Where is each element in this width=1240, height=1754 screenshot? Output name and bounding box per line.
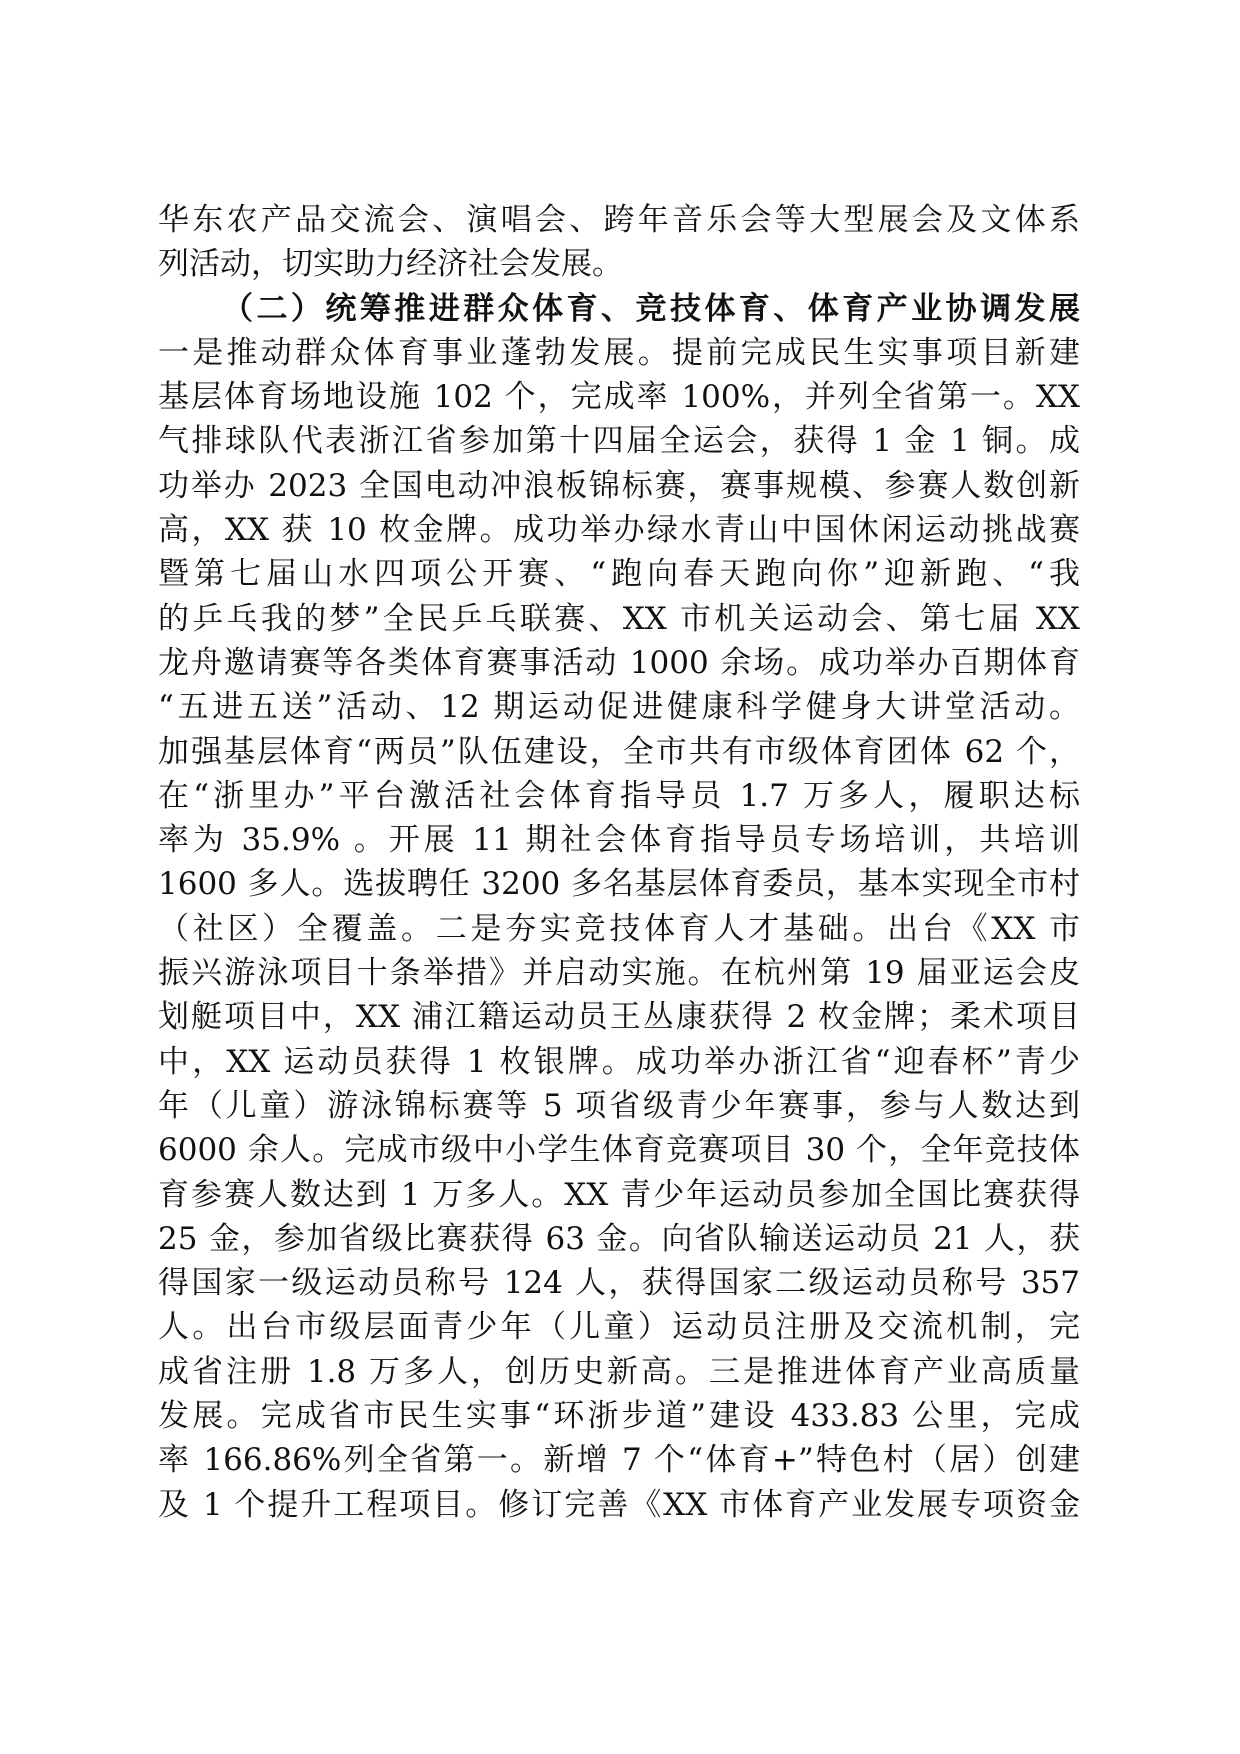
text-line: 暨第七届山水四项公开赛、“跑向春天跑向你”迎新跑、“我: [158, 556, 1080, 593]
text-line: 一是推动群众体育事业蓬勃发展。提前完成民生实事项目新建: [158, 334, 1080, 371]
text-line: 6000 余人。完成市级中小学生体育竞赛项目 30 个，全年竞技体: [158, 1132, 1080, 1169]
text-line: 功举办 2023 全国电动冲浪板锦标赛，赛事规模、参赛人数创新: [158, 467, 1080, 504]
text-line: 振兴游泳项目十条举措》并启动实施。在杭州第 19 届亚运会皮: [158, 955, 1080, 992]
text-line: 划艇项目中，XX 浦江籍运动员王丛康获得 2 枚金牌；柔术项目: [158, 999, 1080, 1036]
section-heading: （二）统筹推进群众体育、竞技体育、体育产业协调发展: [222, 290, 1080, 327]
text-line: 率 166.86%列全省第一。新增 7 个“体育+”特色村（居）创建: [158, 1442, 1080, 1479]
text-line: 人。出台市级层面青少年（儿童）运动员注册及交流机制，完: [158, 1309, 1080, 1346]
text-line: 及 1 个提升工程项目。修订完善《XX 市体育产业发展专项资金: [158, 1486, 1080, 1523]
text-line: 中，XX 运动员获得 1 枚银牌。成功举办浙江省“迎春杯”青少: [158, 1043, 1080, 1080]
text-line: 在“浙里办”平台激活社会体育指导员 1.7 万多人，履职达标: [158, 777, 1080, 814]
text-line: 龙舟邀请赛等各类体育赛事活动 1000 余场。成功举办百期体育: [158, 644, 1080, 681]
text-line: 25 金，参加省级比赛获得 63 金。向省队输送运动员 21 人，获: [158, 1220, 1080, 1257]
text-line: 加强基层体育“两员”队伍建设，全市共有市级体育团体 62 个，: [158, 733, 1080, 770]
body-text: [158, 198, 1080, 1527]
text-line: 率为 35.9% 。开展 11 期社会体育指导员专场培训，共培训: [158, 822, 1080, 859]
text-line: 年（儿童）游泳锦标赛等 5 项省级青少年赛事，参与人数达到: [158, 1087, 1080, 1124]
text-line: 列活动，切实助力经济社会发展。: [158, 246, 623, 283]
text-line: 基层体育场地设施 102 个，完成率 100%，并列全省第一。XX: [158, 379, 1080, 416]
text-line: 的乒乓我的梦”全民乒乓联赛、XX 市机关运动会、第七届 XX: [158, 600, 1080, 637]
text-line: 高，XX 获 10 枚金牌。成功举办绿水青山中国休闲运动挑战赛: [158, 512, 1080, 549]
text-line: 气排球队代表浙江省参加第十四届全运会，获得 1 金 1 铜。成: [158, 423, 1080, 460]
text-line: 1600 多人。选拔聘任 3200 多名基层体育委员，基本实现全市村: [158, 866, 1080, 903]
text-line: （社区）全覆盖。二是夯实竞技体育人才基础。出台《XX 市: [158, 910, 1080, 947]
text-line: 发展。完成省市民生实事“环浙步道”建设 433.83 公里，完成: [158, 1398, 1080, 1435]
text-line: “五进五送”活动、12 期运动促进健康科学健身大讲堂活动。: [158, 689, 1080, 726]
text-line: 成省注册 1.8 万多人，创历史新高。三是推进体育产业高质量: [158, 1353, 1080, 1390]
text-line: 华东农产品交流会、演唱会、跨年音乐会等大型展会及文体系: [158, 202, 1080, 238]
text-line: 育参赛人数达到 1 万多人。XX 青少年运动员参加全国比赛获得: [158, 1176, 1080, 1213]
text-line: 得国家一级运动员称号 124 人，获得国家二级运动员称号 357: [158, 1265, 1080, 1302]
